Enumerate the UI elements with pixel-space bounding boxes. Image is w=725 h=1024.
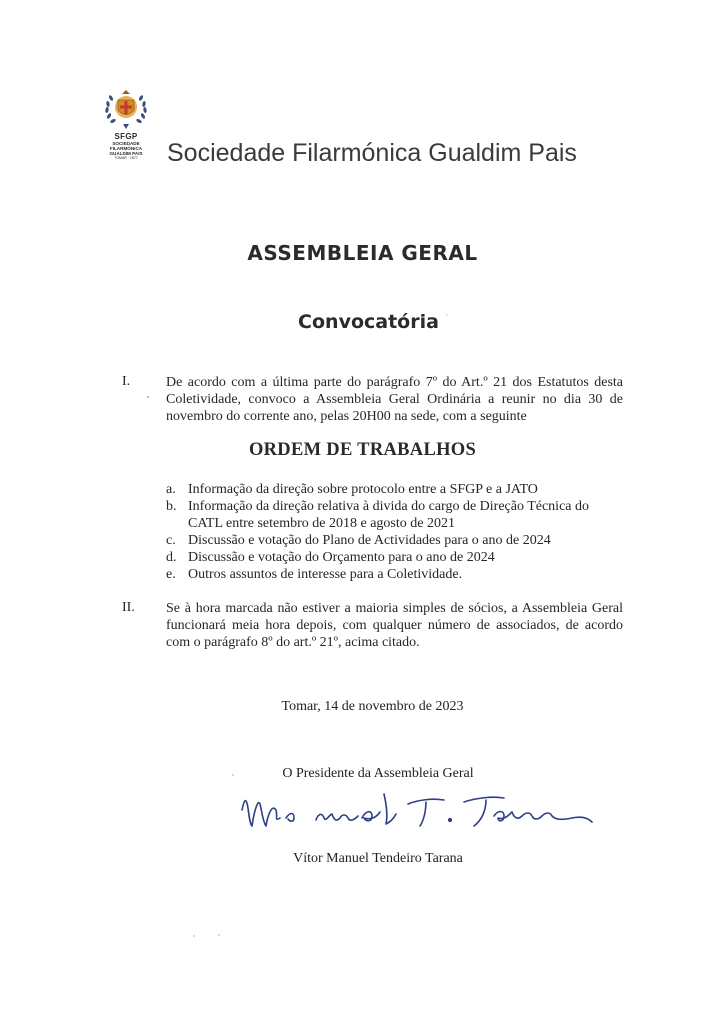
logo-name-line: SOCIEDADE	[112, 141, 140, 146]
agenda-letter: a.	[166, 482, 176, 497]
section-1-text: De acordo com a última parte do parágrafo 7º do Art.º 21 dos Estatutos desta Coletividade, convoco a Assembleia Geral Ordinária a reunir no dia 30 de novembro do corrente ano, pelas 20H00 na sede, com a seguinte	[166, 375, 623, 424]
scan-speck	[446, 314, 448, 316]
logo-subtitle: TOMAR · 1877	[114, 156, 138, 160]
agenda-letter: c.	[166, 533, 176, 548]
agenda-item-text: Informação da direção sobre protocolo entre a SFGP e a JATO	[188, 482, 538, 497]
agenda-item	[166, 498, 626, 532]
scan-speck	[218, 934, 220, 936]
sfgp-logo	[100, 86, 152, 170]
agenda-item-text: Outros assuntos de interesse para a Coletividade.	[188, 567, 463, 582]
agenda-item-text: Discussão e votação do Orçamento para o ano de 2024	[188, 550, 495, 565]
logo-text	[100, 132, 152, 161]
document-subtitle: Convocatória	[298, 311, 439, 333]
agenda-item	[166, 481, 626, 498]
organization-name: Sociedade Filarmónica Gualdim Pais	[167, 139, 577, 167]
agenda-list	[166, 481, 626, 583]
signatory-role: O Presidente da Assembleia Geral	[282, 766, 474, 781]
scan-speck	[232, 774, 234, 776]
agenda-item	[166, 566, 626, 583]
agenda-heading: ORDEM DE TRABALHOS	[248, 440, 477, 460]
logo-name-line: FILARMÓNICA	[109, 146, 143, 151]
place-and-date: Tomar, 14 de novembro de 2023	[281, 699, 464, 714]
logo-abbreviation: SFGP	[114, 132, 138, 141]
section-numeral: I.	[122, 374, 131, 389]
agenda-item	[166, 549, 626, 566]
scan-speck	[193, 935, 195, 937]
agenda-letter: d.	[166, 550, 177, 565]
handwritten-signature	[236, 782, 596, 842]
document-title: ASSEMBLEIA GERAL	[247, 241, 478, 265]
agenda-item-text: Informação da direção relativa à divida do cargo de Direção Técnica do CATL entre setembro de 2018 e agosto de 2021	[188, 499, 590, 531]
agenda-item	[166, 532, 626, 549]
logo-name-line: GUALDIM PAIS	[109, 151, 143, 156]
agenda-letter: b.	[166, 499, 177, 514]
signatory-name: Vítor Manuel Tendeiro Tarana	[293, 851, 463, 866]
section-2-text: Se à hora marcada não estiver a maioria simples de sócios, a Assembleia Geral funcionará meia hora depois, com qualquer número de associados, de acordo com o parágrafo 8º do art.º 21º, acima citado.	[166, 601, 623, 650]
agenda-letter: e.	[166, 567, 176, 582]
crest-icon	[100, 86, 152, 134]
section-numeral: II.	[122, 600, 135, 615]
agenda-item-text: Discussão e votação do Plano de Actividades para o ano de 2024	[188, 533, 551, 548]
scan-speck	[147, 396, 149, 398]
